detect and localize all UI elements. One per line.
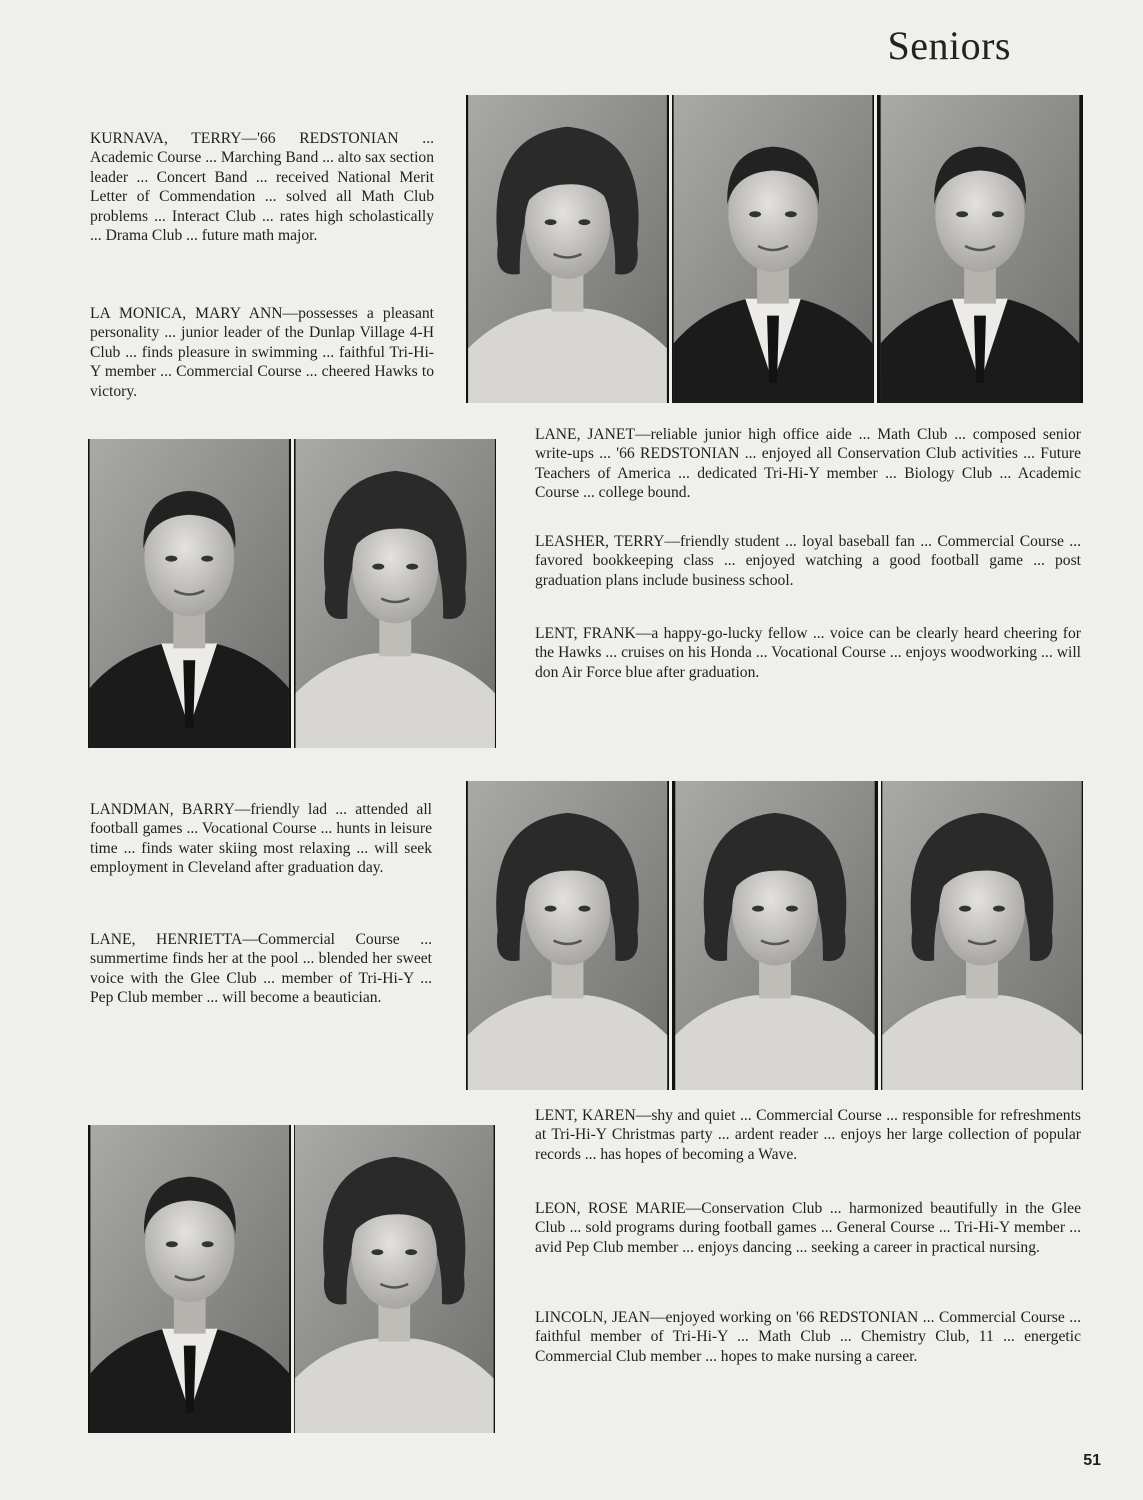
photo-row-lower [466,781,1083,1090]
bio-lane-henrietta: LANE, HENRIETTA—Commercial Course ... summertime finds her at the pool ... blended her sweet voice with the Glee Club ... member of Tri-Hi-Y ... Pep Club member ... will become a beautician. [90,931,432,1007]
portrait-lent-karen [466,781,672,1090]
bio-kurnava-terry: KURNAVA, TERRY—'66 REDSTONIAN ... Academic Course ... Marching Band ... alto sax section leader ... Concert Band ... received National Merit Letter of Commendation ... solved all Math Club problems ... Interact Club ... rates high scholastically ... Drama Club ... future math major. [90,130,434,245]
bio-lent-frank: LENT, FRANK—a happy-go-lucky fellow ... voice can be clearly heard cheering for the Hawks ... cruises on his Honda ... Vocational Course ... enjoys woodworking ... will don Air Force blue after graduation. [535,625,1081,681]
page-title: Seniors [887,23,1011,68]
portrait-leasher-terry [672,95,877,403]
page-number: 51 [1083,1452,1101,1469]
bio-lane-janet: LANE, JANET—reliable junior high office aide ... Math Club ... composed senior write-ups ... '66 REDSTONIAN ... enjoyed all Conservation Club activities ... Future Teachers of America ... dedicated Tri-Hi-Y member ... Biology Club ... Academic Course ... college bound. [535,426,1081,502]
bio-lent-karen: LENT, KAREN—shy and quiet ... Commercial Course ... responsible for refreshments at Tri-Hi-Y Christmas party ... ardent reader ... enjoys her large collection of popular records ... has hopes of becoming a Wave. [535,1107,1081,1163]
portrait-landman-barry [88,1125,294,1433]
portrait-kurnava-terry [88,439,294,748]
portrait-lincoln-jean [881,781,1083,1090]
bio-lincoln-jean: LINCOLN, JEAN—enjoyed working on '66 REDSTONIAN ... Commercial Course ... faithful member of Tri-Hi-Y ... Math Club ... Chemistry Club, 11 ... energetic Commercial Club member ... hopes to make nursing a career. [535,1309,1081,1365]
portrait-lent-frank [877,95,1083,403]
portrait-lane-janet [466,95,672,403]
portrait-la-monica-mary-ann [294,439,497,748]
photo-row-top [466,95,1083,403]
portrait-leon-rose-marie [672,781,881,1090]
bio-leon-rose-marie: LEON, ROSE MARIE—Conservation Club ... harmonized beautifully in the Glee Club ... sold programs during football games ... General Course ... Tri-Hi-Y member ... avid Pep Club member ... enjoys dancing ... seeking a career in practical nursing. [535,1200,1081,1256]
photo-row-middle [88,439,496,748]
portrait-lane-henrietta [294,1125,495,1433]
bio-leasher-terry: LEASHER, TERRY—friendly student ... loyal baseball fan ... Commercial Course ... favored bookkeeping class ... enjoyed watching a good football game ... post graduation plans include business school. [535,533,1081,589]
photo-row-bottom [88,1125,495,1433]
bio-la-monica-mary-ann: LA MONICA, MARY ANN—possesses a pleasant personality ... junior leader of the Dunlap Village 4-H Club ... finds pleasure in swimming ... faithful Tri-Hi-Y member ... Commercial Course ... cheered Hawks to victory. [90,305,434,400]
bio-landman-barry: LANDMAN, BARRY—friendly lad ... attended all football games ... Vocational Course ... hunts in leisure time ... finds water skiing most relaxing ... will seek employment in Cleveland after graduation day. [90,801,432,877]
